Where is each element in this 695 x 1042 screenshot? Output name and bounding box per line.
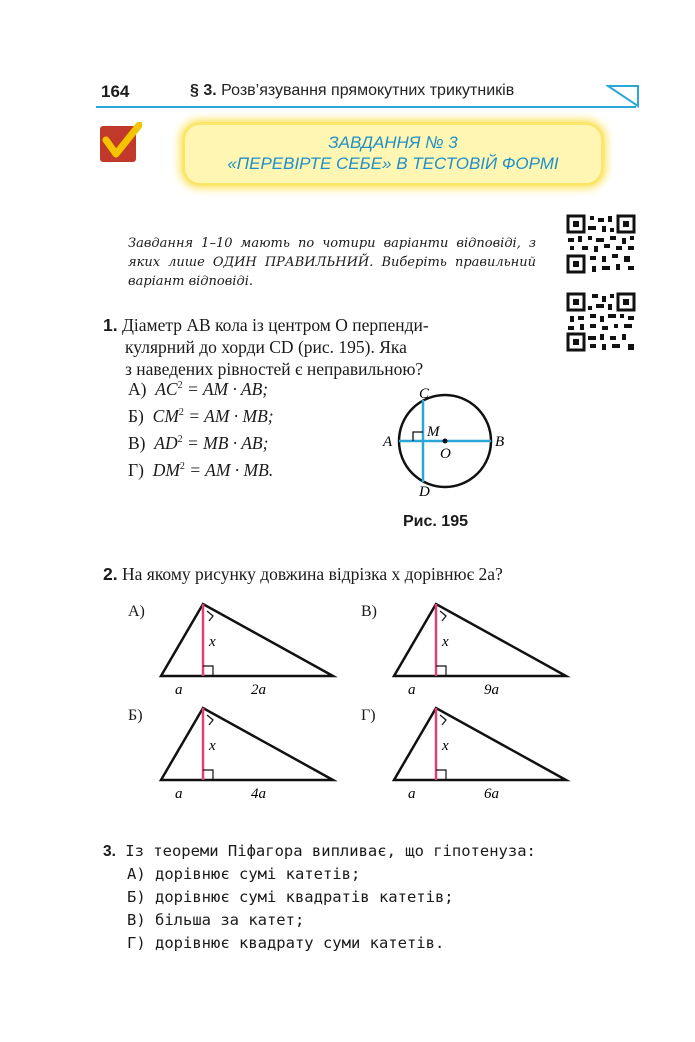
qr-code-icon	[566, 214, 636, 274]
right-angle-mark	[436, 666, 446, 676]
right-angle-mark	[207, 611, 213, 621]
label-x: x	[209, 634, 216, 650]
page-number: 164	[101, 82, 130, 101]
banner-line1: ЗАВДАННЯ № 3	[328, 133, 458, 152]
corner-triangle-icon	[606, 84, 640, 108]
answer-option	[128, 460, 273, 481]
answer-option: Б) дорівнює сумі квадратів катетів;	[127, 888, 454, 906]
option-exponent: 2	[179, 461, 185, 473]
answer-option	[128, 406, 274, 427]
right-angle-mark	[413, 432, 423, 441]
option-lhs: CM	[152, 406, 179, 426]
checkmark-icon	[100, 122, 142, 164]
variant-letter: В)	[361, 603, 377, 620]
variant-letter: Г)	[361, 707, 376, 724]
answer-option: А) дорівнює сумі катетів;	[127, 865, 361, 883]
center-point	[443, 439, 448, 444]
question-text: кулярний до хорди CD (рис. 195). Яка	[125, 337, 407, 357]
question-text: з наведених рівностей є неправильною?	[125, 359, 424, 379]
triangle	[161, 604, 333, 676]
triangle-figure	[388, 598, 578, 698]
option-letter: Г)	[128, 460, 144, 480]
question-number: 3.	[103, 843, 116, 860]
triangle	[161, 708, 333, 780]
triangle	[394, 604, 566, 676]
right-angle-mark	[440, 715, 446, 725]
label-x: x	[442, 738, 449, 754]
triangle-figure	[155, 598, 345, 698]
section-title	[190, 82, 514, 100]
option-lhs: AC	[155, 379, 178, 399]
label-b: 2a	[251, 682, 266, 698]
option-exponent: 2	[177, 434, 183, 446]
label-d: D	[419, 484, 430, 500]
question-number: 2.	[103, 564, 118, 584]
option-rhs: = MB · AB;	[186, 433, 269, 453]
header-rule	[96, 106, 636, 108]
right-angle-mark	[436, 770, 446, 780]
circle-figure	[375, 384, 515, 504]
qr-code-icon	[566, 292, 636, 352]
answer-option	[128, 379, 268, 400]
answer-option	[128, 433, 268, 454]
option-lhs: DM	[152, 460, 180, 480]
label-b: 6a	[484, 786, 499, 802]
label-x: x	[442, 634, 449, 650]
label-a: a	[175, 786, 183, 802]
section-mark: § 3.	[190, 82, 217, 99]
label-a: a	[175, 682, 183, 698]
option-rhs: = AM · MB;	[188, 406, 274, 426]
variant-letter: Б)	[128, 707, 143, 724]
label-m: M	[427, 424, 440, 440]
option-letter: В)	[128, 433, 146, 453]
label-b: 9a	[484, 682, 499, 698]
instructions: Завдання 1–10 мають по чотири варіанти відповіді, з яких лише ОДИН ПРАВИЛЬНИЙ. Виберіть правильний варіант відповіді.	[128, 236, 536, 289]
right-angle-mark	[207, 715, 213, 725]
label-o: O	[440, 446, 451, 462]
label-a: A	[383, 434, 393, 450]
label-a: a	[408, 786, 416, 802]
option-rhs: = AM · AB;	[186, 379, 269, 399]
option-rhs: = AM · MB.	[189, 460, 274, 480]
label-x: x	[209, 738, 216, 754]
banner-line2: «ПЕРЕВІРТЕ СЕБЕ» В ТЕСТОВІЙ ФОРМІ	[227, 154, 559, 173]
answer-option: Г) дорівнює квадрату суми катетів.	[127, 934, 445, 952]
option-letter: А)	[128, 379, 147, 399]
question-text: На якому рисунку довжина відрізка x дорівнює 2a?	[121, 564, 503, 584]
question-1	[103, 314, 503, 380]
question-3	[103, 840, 563, 955]
label-c: C	[419, 386, 430, 402]
question-text: Із теореми Піфагора випливає, що гіпотенуза:	[125, 842, 536, 860]
label-a: a	[408, 682, 416, 698]
answer-option: В) більша за катет;	[127, 911, 305, 929]
right-angle-mark	[203, 770, 213, 780]
variant-letter: А)	[128, 603, 145, 620]
triangle-figure	[388, 702, 578, 802]
label-b: 4a	[251, 786, 266, 802]
option-letter: Б)	[128, 406, 144, 426]
section-title-text: Розв’язування прямокутних трикутників	[221, 82, 515, 99]
question-2	[103, 563, 503, 585]
label-b: B	[495, 434, 505, 450]
task-banner	[182, 122, 604, 186]
right-angle-mark	[203, 666, 213, 676]
right-angle-mark	[440, 611, 446, 621]
option-lhs: AD	[154, 433, 178, 453]
triangle-figure	[155, 702, 345, 802]
option-exponent: 2	[177, 380, 183, 392]
option-exponent: 2	[178, 407, 184, 419]
figure-caption: Рис. 195	[403, 513, 468, 530]
triangle	[394, 708, 566, 780]
question-number: 1.	[103, 315, 118, 335]
question-text: Діаметр AB кола із центром O перпенди-	[121, 315, 429, 335]
